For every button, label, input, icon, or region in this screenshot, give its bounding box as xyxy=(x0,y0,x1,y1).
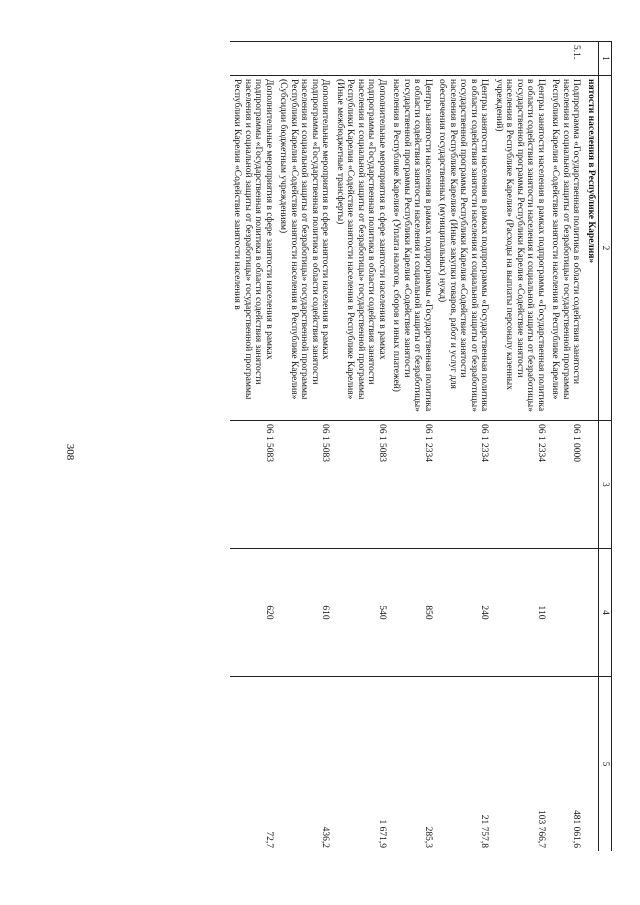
row-number xyxy=(389,42,435,76)
row-number: 5.1. xyxy=(548,42,584,76)
row-number xyxy=(492,42,549,76)
table-container xyxy=(107,41,612,851)
page-number: 308 xyxy=(64,443,76,461)
continuation-row xyxy=(584,42,599,852)
row-code: 06 1 2334 xyxy=(492,421,549,549)
row-name: Центры занятости населения в рамках подпрограммы «Государственная политика в области содействия занятости населения и социальной защиты от безработицы» государственной программы Республики Карелия «Содействие занятости населения в Республике Карелия» (Иные закупки товаров, работ и услуг для обеспечения государственных (муниципальных) нужд) xyxy=(435,76,492,421)
row-name: Центры занятости населения в рамках подпрограммы «Государственная политика в области содействия занятости населения и социальной защиты от безработицы» государственной программы Республики Карелия «Содействие занятости населения в Республике Карелия» (Уплата налогов, сборов и иных платежей) xyxy=(389,76,435,421)
table-row xyxy=(435,42,492,852)
table-row xyxy=(276,42,333,852)
row-sum: 285,3 xyxy=(389,677,435,852)
row-sum: 103 766,7 xyxy=(492,677,549,852)
row-name: Дополнительные мероприятия в сфере занятости населения в рамках подпрограммы «Государственная политика в области содействия занятости населения и социальной защиты от безработицы» государственной программы Республики Карелия «Содействие занятости населения в Республике Карелия» (Иные межбюджетные трансферты) xyxy=(333,76,390,421)
row-vr: 540 xyxy=(333,549,390,677)
header-col-2: 2 xyxy=(599,76,612,421)
row-code: 06 1 5083 xyxy=(230,421,276,549)
row-number xyxy=(333,42,390,76)
row-name: Центры занятости населения в рамках подпрограммы «Государственная политика в области содействия занятости населения и социальной защиты от безработицы» государственной программы Республики Карелия «Содействие занятости населения в Республике Карелия» (Расходы на выплаты персоналу казенных учреждений) xyxy=(492,76,549,421)
continuation-text: нятости населения в Республике Карелия» xyxy=(584,76,599,421)
row-vr: 610 xyxy=(276,549,333,677)
row-vr: 850 xyxy=(389,549,435,677)
row-code: 06 1 0000 xyxy=(548,421,584,549)
row-sum: 481 061,6 xyxy=(548,677,584,852)
row-number xyxy=(230,42,276,76)
table-row xyxy=(333,42,390,852)
row-code: 06 1 5083 xyxy=(333,421,390,549)
row-code: 06 1 2334 xyxy=(389,421,435,549)
row-sum: 21 757,8 xyxy=(435,677,492,852)
table-row xyxy=(492,42,549,852)
header-col-1: 1 xyxy=(599,42,612,76)
row-name: Дополнительные мероприятия в сфере занятости населения в рамках подпрограммы «Государственная политика в области содействия занятости населения и социальной защиты от безработицы» государственной программы Республики Карелия «Содействие занятости населения в xyxy=(230,76,276,421)
header-col-3: 3 xyxy=(599,421,612,549)
row-name: Подпрограмма «Государственная политика в области содействия занятости населения и социальной защиты от безработицы» государственной программы Республики Карелия «Содействие занятости населения в Республике Карелия» xyxy=(548,76,584,421)
row-name: Дополнительные мероприятия в сфере занятости населения в рамках подпрограммы «Государственная политика в области содействия занятости населения и социальной защиты от безработицы» государственной программы Республики Карелия «Содействие занятости населения в Республике Карелия» (Субсидии бюджетным учреждениям) xyxy=(276,76,333,421)
rotated-table-frame xyxy=(107,41,612,851)
row-sum: 72,7 xyxy=(230,677,276,852)
table-row xyxy=(548,42,584,852)
row-vr xyxy=(548,549,584,677)
row-code: 06 1 2334 xyxy=(435,421,492,549)
table-row xyxy=(389,42,435,852)
row-code: 06 1 5083 xyxy=(276,421,333,549)
header-col-4: 4 xyxy=(599,549,612,677)
table-header-row xyxy=(599,42,612,852)
table-row xyxy=(230,42,276,852)
row-sum: 1 671,9 xyxy=(333,677,390,852)
row-number xyxy=(435,42,492,76)
row-sum: 436,2 xyxy=(276,677,333,852)
row-vr: 110 xyxy=(492,549,549,677)
row-number xyxy=(276,42,333,76)
row-vr: 240 xyxy=(435,549,492,677)
row-vr: 620 xyxy=(230,549,276,677)
budget-table xyxy=(230,41,612,851)
header-col-5: 5 xyxy=(599,677,612,852)
